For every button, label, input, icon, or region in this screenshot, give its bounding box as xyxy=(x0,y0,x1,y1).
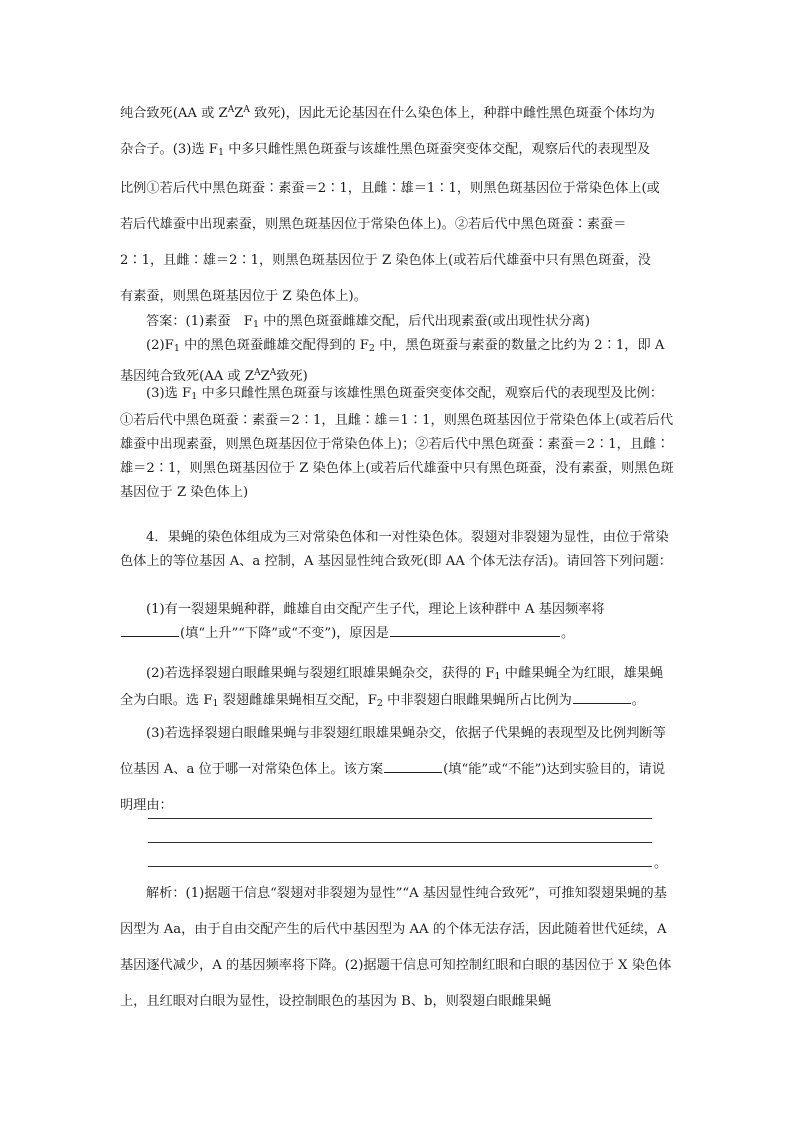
answer-blank-1[interactable] xyxy=(121,623,179,637)
question-4-part-2: (2)若选择裂翅白眼雌果蝇与裂翅红眼雄果蝇杂交，获得的 $F_1$ 中雌果蝇全为红眼，雄果蝇全为白眼。选 $F_1$ 裂翅雌雄果蝇相互交配，$F_2$ 中非裂翅白眼雌果蝇所占比例为 。 xyxy=(120,666,664,709)
answer-line-c[interactable] xyxy=(148,866,652,867)
answer-blank-4[interactable] xyxy=(384,759,442,773)
answer-blank-3[interactable] xyxy=(573,690,631,704)
answer-line-b[interactable] xyxy=(148,842,652,843)
answer-line-1: 答案：(1)素蚕 $F_1$ 中的黑色斑蚕雌雄交配，后代出现素蚕(或出现性状分离) xyxy=(146,314,590,330)
question-4-intro: 4．果蝇的染色体组成为三对常染色体和一对性染色体。裂翅对非裂翅为显性，由位于常染色体上的等位基因 A、a 控制，A 基因显性纯合致死(即 AA 个体无法存活)。请回答下列问题： xyxy=(120,530,672,569)
answer-part-2: $(2)F_1$ 中的黑色斑蚕雌雄交配得到的 $F_2$ 中，黑色斑蚕与素蚕的数量之比约为 2∶1，即 A 基因纯合致死(AA 或 $Z^AZ^A$致死) xyxy=(120,338,665,384)
answer-blank-2[interactable] xyxy=(390,623,560,637)
analysis-text: 解析：(1)据题干信息“裂翅对非裂翅为显性”“A 基因显性纯合致死”，可推知裂翅果蝇的基因型为 Aa，由于自由交配产生的后代中基因型为 AA 的个体无法存活，因此随着世代延续，A 基因逐代减少，A 的基因频率将下降。(2)据题干信息可知控制红眼和白眼的基因位于 X 染色体上，且红眼对白眼为显性，设控制眼色的基因为 B、b，则裂翅白眼雌果蝇 xyxy=(120,886,672,1009)
explanation-continued: 纯合致死(AA 或 $Z^AZ^A$ 致死)，因此无论基因在什么染色体上，种群中雌性黑色斑蚕个体均为 杂合子。(3)选 $F_1$ 中多只雌性黑色斑蚕与该雄性黑色斑蚕突变体交配，观察后代的表现型及 比例①若后代中黑色斑蚕∶素蚕＝2∶1，且雌∶雄＝1∶1，则黑色斑基因位于常染色体上(或 若后代雄蚕中出现素蚕，则黑色斑基因位于常染色体上)。②若后代中黑色斑蚕∶素蚕＝ 2∶1，且雌∶雄＝2∶1，则黑色斑基因位于 Z 染色体上(或若后代雄蚕中只有黑色斑蚕，没 有素蚕，则黑色斑基因位于 Z 染色体上)。 xyxy=(120,105,660,304)
answer-line-a[interactable] xyxy=(148,818,652,819)
answer-part-3: (3)选 $F_1$ 中多只雌性黑色斑蚕与该雄性黑色斑蚕突变体交配，观察后代的表现型及比例：①若后代中黑色斑蚕∶素蚕＝2∶1，且雌∶雄＝1∶1，则黑色斑基因位于常染色体上(或若后代雄蚕中出现素蚕，则黑色斑基因位于常染色体上)；②若后代中黑色斑蚕∶素蚕＝2∶1，且雌∶雄＝2∶1，则黑色斑基因位于 Z 染色体上(或若后代雄蚕中只有黑色斑蚕，没有素蚕，则黑色斑基因位于 Z 染色体上) xyxy=(120,386,674,500)
end-mark: 。 xyxy=(654,856,668,871)
question-4-part-1: (1)有一裂翅果蝇种群，雌雄自由交配产生子代，理论上该种群中 A 基因频率将 (填“上升”“下降”或“不变”)，原因是 。 xyxy=(120,598,676,646)
question-4-part-3: (3)若选择裂翅白眼雌果蝇与非裂翅红眼雄果蝇杂交，依据子代果蝇的表现型及比例判断等位基因 A、a 位于哪一对常染色体上。该方案 (填“能”或“不能”)达到实验目的，请说明理由： xyxy=(120,726,666,813)
